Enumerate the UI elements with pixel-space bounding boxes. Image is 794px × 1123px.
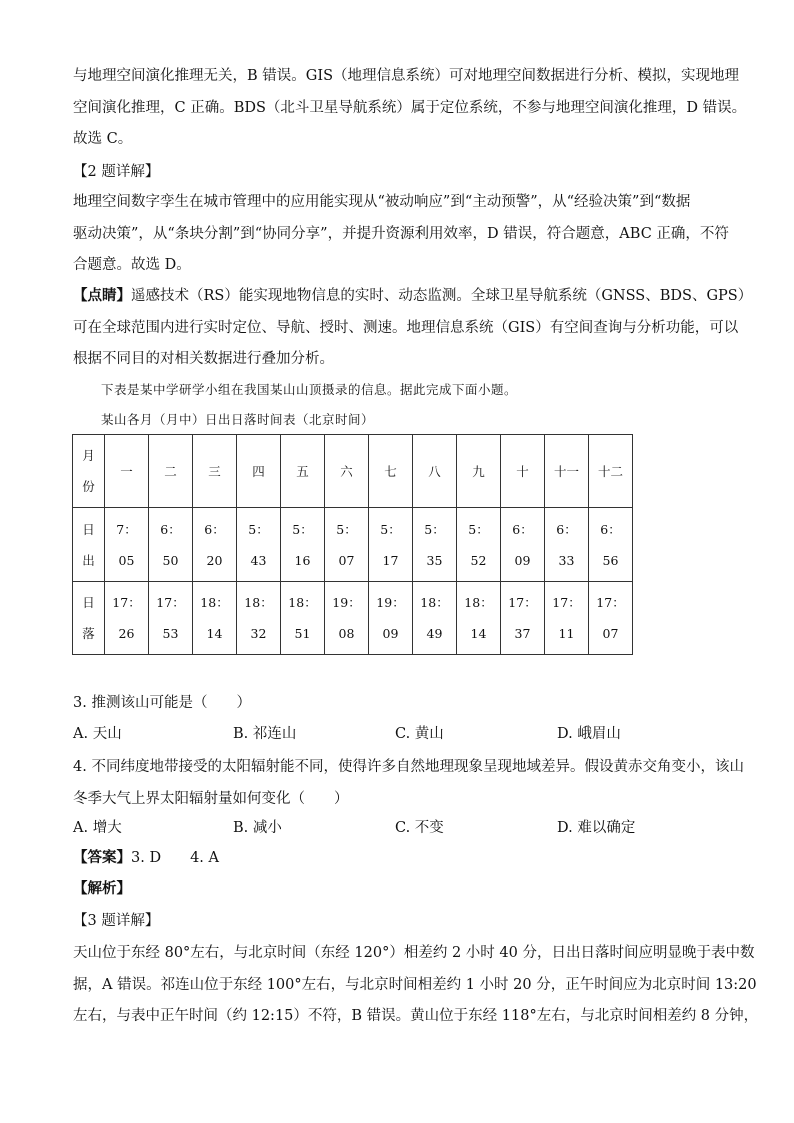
- table-cell: 17： 37: [501, 582, 545, 655]
- table-cell: 18： 49: [413, 582, 457, 655]
- q2-header: 【2 题详解】: [73, 164, 160, 180]
- table-cell: 18： 51: [281, 582, 325, 655]
- text-line: 4. 不同纬度地带接受的太阳辐射能不同，使得许多自然地理现象呈现地域差异。假设黄赤交角变小，该山: [73, 759, 744, 775]
- text-line: [73, 280, 753, 313]
- q3-header: 【3 题详解】: [73, 913, 160, 929]
- table-cell: 17： 07: [589, 582, 633, 655]
- table-cell: 八: [413, 435, 457, 508]
- q3-paragraph: [73, 938, 759, 1033]
- table-cell: 5： 35: [413, 508, 457, 582]
- table-cell: 19： 08: [325, 582, 369, 655]
- answer-label: 【答案】: [73, 849, 131, 866]
- table-cell: 18： 32: [237, 582, 281, 655]
- table-cell: 17： 26: [105, 582, 149, 655]
- table-caption: 某山各月（月中）日出日落时间表（北京时间）: [101, 412, 375, 427]
- question-4-stem: [73, 752, 744, 815]
- q4-option-b: B. 减小: [233, 820, 282, 836]
- text-line: 合题意。故选 D。: [73, 257, 191, 273]
- text-line: 据，A 错误。祁连山位于东经 100°左右，与北京时间相差约 1 小时 20 分，正午时间应为北京时间 13:20: [73, 976, 757, 993]
- table-cell: 18： 14: [457, 582, 501, 655]
- table-cell: 六: [325, 435, 369, 508]
- table-cell: 十: [501, 435, 545, 508]
- text-line: 地理空间数字孪生在城市管理中的应用能实现从“被动响应”到“主动预警”，从“经验决策”到“数据: [73, 194, 691, 210]
- sunrise-sunset-table: [72, 434, 633, 655]
- table-cell: 6： 56: [589, 508, 633, 582]
- table-intro: 下表是某中学研学小组在我国某山山顶摄录的信息。据此完成下面小题。: [101, 382, 518, 397]
- text-line: 空间演化推理，C 正确。BDS（北斗卫星导航系统）属于定位系统，不参与地理空间演化推理，D 错误。: [73, 99, 747, 116]
- answer-text: 3. D 4. A: [131, 850, 219, 866]
- table-cell: 6： 09: [501, 508, 545, 582]
- table-row-sunrise: [73, 508, 633, 582]
- question-3-stem: 3. 推测该山可能是（ ）: [73, 695, 251, 711]
- table-cell: 5： 16: [281, 508, 325, 582]
- table-cell: 九: [457, 435, 501, 508]
- table-cell: 七: [369, 435, 413, 508]
- table-cell: 三: [193, 435, 237, 508]
- table-cell: 二: [149, 435, 193, 508]
- row-label-month: 月 份: [73, 435, 105, 508]
- dianjing-label: 【点睛】: [73, 287, 131, 304]
- table-cell: 5： 07: [325, 508, 369, 582]
- q3-option-b: B. 祁连山: [233, 726, 297, 742]
- table-cell: 18： 14: [193, 582, 237, 655]
- q4-option-d: D. 难以确定: [557, 820, 636, 836]
- table-cell: 7： 05: [105, 508, 149, 582]
- text-line: 左右，与表中正午时间（约 12:15）不符，B 错误。黄山位于东经 118°左右，与北京时间相差约 8 分钟，: [73, 1008, 759, 1024]
- text-line: 天山位于东经 80°左右，与北京时间（东经 120°）相差约 2 小时 40 分，日出日落时间应明显晚于表中数: [73, 945, 755, 961]
- q2-paragraph: [73, 187, 729, 282]
- analysis-label: 【解析】: [73, 880, 131, 897]
- table-cell: 6： 50: [149, 508, 193, 582]
- text-line: 根据不同目的对相关数据进行叠加分析。: [73, 351, 334, 367]
- table-cell: 十二: [589, 435, 633, 508]
- table-cell: 5： 17: [369, 508, 413, 582]
- table-cell: 五: [281, 435, 325, 508]
- q3-option-d: D. 峨眉山: [557, 726, 621, 742]
- table-cell: 6： 20: [193, 508, 237, 582]
- table-cell: 17： 11: [545, 582, 589, 655]
- dianjing-text: 遥感技术（RS）能实现地物信息的实时、动态监测。全球卫星导航系统（GNSS、BDS、GPS）: [131, 288, 753, 304]
- table-cell: 6： 33: [545, 508, 589, 582]
- table-row-months: [73, 435, 633, 508]
- text-line: 驱动决策”，从“条块分割”到“协同分享”，并提升资源利用效率，D 错误，符合题意，ABC 正确，不符: [73, 225, 729, 242]
- dianjing-paragraph: [73, 280, 753, 376]
- answer-line: [73, 847, 219, 869]
- q3-option-a: A. 天山: [73, 726, 122, 742]
- q4-option-c: C. 不变: [395, 820, 444, 836]
- text-line: 可在全球范围内进行实时定位、导航、授时、测速。地理信息系统（GIS）有空间查询与分析功能，可以: [73, 319, 739, 336]
- table-row-sunset: [73, 582, 633, 655]
- table-cell: 十一: [545, 435, 589, 508]
- q4-option-a: A. 增大: [73, 820, 122, 836]
- text-line: 故选 C。: [73, 131, 133, 147]
- q3-option-c: C. 黄山: [395, 726, 444, 742]
- table-cell: 5： 52: [457, 508, 501, 582]
- table-cell: 5： 43: [237, 508, 281, 582]
- row-label-sunrise: 日 出: [73, 508, 105, 582]
- table-cell: 一: [105, 435, 149, 508]
- row-label-sunset: 日 落: [73, 582, 105, 655]
- text-line: 与地理空间演化推理无关，B 错误。GIS（地理信息系统）可对地理空间数据进行分析、模拟，实现地理: [73, 68, 740, 84]
- text-line: 冬季大气上界太阳辐射量如何变化（ ）: [73, 790, 349, 807]
- table-cell: 四: [237, 435, 281, 508]
- top-paragraph: [73, 61, 747, 156]
- table-cell: 19： 09: [369, 582, 413, 655]
- table-cell: 17： 53: [149, 582, 193, 655]
